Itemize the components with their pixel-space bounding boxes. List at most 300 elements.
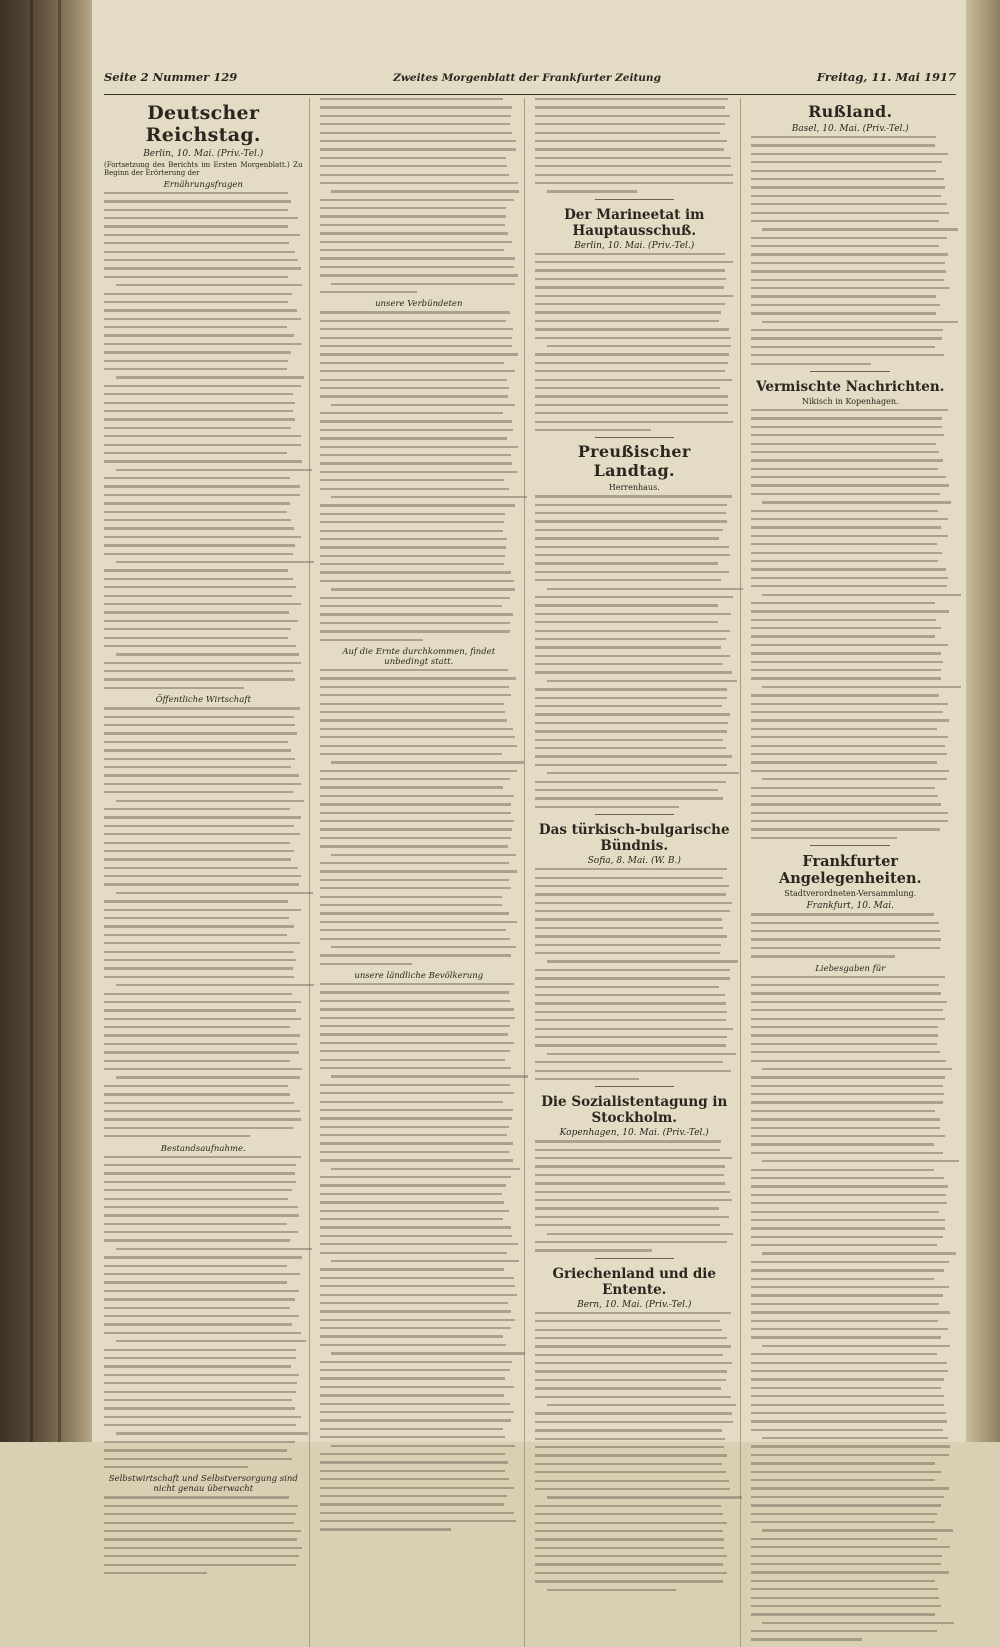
text-line xyxy=(320,912,510,914)
text-line xyxy=(320,1252,507,1254)
text-line xyxy=(104,343,302,345)
text-line xyxy=(751,1085,944,1087)
text-line xyxy=(320,395,508,397)
text-line xyxy=(104,1572,207,1574)
text-line xyxy=(320,870,518,872)
text-line xyxy=(320,1042,514,1044)
nikisch-subtitle: Nikisch in Kopenhagen. xyxy=(801,396,899,406)
text-line xyxy=(751,652,942,654)
text-line xyxy=(751,1211,940,1213)
text-line xyxy=(751,1630,937,1632)
text-line xyxy=(751,1127,941,1129)
text-line xyxy=(535,269,725,271)
text-line xyxy=(535,123,725,125)
text-line xyxy=(104,225,288,227)
text-line xyxy=(535,630,730,632)
text-line xyxy=(104,1281,287,1283)
text-line xyxy=(751,669,941,671)
text-line xyxy=(535,421,733,423)
text-line xyxy=(104,1051,299,1053)
text-line xyxy=(104,1223,287,1225)
text-line xyxy=(535,278,726,280)
text-line xyxy=(104,536,301,538)
text-line xyxy=(535,1480,729,1482)
text-line xyxy=(535,1249,652,1251)
text-line xyxy=(104,334,294,336)
text-line xyxy=(535,671,732,673)
text-line xyxy=(751,577,949,579)
text-line xyxy=(751,451,939,453)
text-line xyxy=(535,303,725,305)
text-line xyxy=(320,605,503,607)
text-line xyxy=(320,320,507,322)
text-line xyxy=(104,1172,295,1174)
divider xyxy=(595,814,674,815)
text-line xyxy=(104,1135,250,1137)
text-line xyxy=(535,927,723,929)
text-line xyxy=(104,309,297,311)
text-line xyxy=(320,622,510,624)
text-line xyxy=(320,1344,506,1346)
text-line xyxy=(751,1286,950,1288)
text-line xyxy=(751,144,935,146)
text-line xyxy=(535,935,727,937)
text-line xyxy=(535,554,730,556)
text-line xyxy=(320,1319,516,1321)
text-line xyxy=(535,286,724,288)
text-line xyxy=(104,293,292,295)
text-line xyxy=(535,1165,725,1167)
text-line xyxy=(535,1396,731,1398)
text-line xyxy=(751,1395,944,1397)
text-line xyxy=(320,711,506,713)
text-line xyxy=(104,1496,289,1498)
text-line xyxy=(104,527,294,529)
text-line xyxy=(751,795,938,797)
text-line xyxy=(320,963,412,965)
text-line xyxy=(104,678,295,680)
text-line xyxy=(104,1315,299,1317)
text-line xyxy=(320,148,516,150)
text-line xyxy=(535,1412,732,1414)
text-line xyxy=(320,770,518,772)
text-line xyxy=(535,537,719,539)
text-line xyxy=(751,526,942,528)
text-line xyxy=(104,1273,300,1275)
page-edge xyxy=(966,0,1000,1442)
text-line xyxy=(751,1328,948,1330)
text-line xyxy=(320,786,504,788)
text-line xyxy=(320,1067,512,1069)
text-line xyxy=(320,879,510,881)
text-line xyxy=(320,446,518,448)
text-line xyxy=(535,655,730,657)
text-line xyxy=(751,761,938,763)
text-line xyxy=(104,402,295,404)
text-line xyxy=(751,1060,947,1062)
text-line xyxy=(535,663,723,665)
text-line xyxy=(535,328,729,330)
text-line xyxy=(751,711,944,713)
text-line xyxy=(535,148,724,150)
text-line xyxy=(535,1421,733,1423)
text-line xyxy=(751,1496,945,1498)
text-line xyxy=(320,257,516,259)
header-publication: Zweites Morgenblatt der Frankfurter Zeitung xyxy=(393,72,661,84)
text-line xyxy=(320,182,518,184)
article-text-block xyxy=(751,976,951,1641)
text-line xyxy=(547,680,737,682)
text-line xyxy=(104,1156,301,1158)
text-line xyxy=(331,1260,518,1262)
text-line xyxy=(535,755,732,757)
text-line xyxy=(320,140,517,142)
text-line xyxy=(104,766,291,768)
text-line xyxy=(320,454,511,456)
text-line xyxy=(320,1487,514,1489)
text-line xyxy=(331,854,516,856)
text-line xyxy=(751,1538,938,1540)
text-line xyxy=(535,1538,724,1540)
text-line xyxy=(547,1589,676,1591)
text-line xyxy=(320,538,507,540)
text-line xyxy=(116,1432,308,1434)
text-line xyxy=(535,739,723,741)
text-line xyxy=(535,571,729,573)
text-line xyxy=(751,245,940,247)
stadtverordneten-subtitle: Stadtverordneten-Versammlung. xyxy=(784,889,917,899)
text-line xyxy=(320,174,510,176)
text-line xyxy=(320,1394,505,1396)
divider xyxy=(595,437,674,438)
text-line xyxy=(104,741,288,743)
text-line xyxy=(547,960,738,962)
text-line xyxy=(104,716,294,718)
text-line xyxy=(751,203,948,205)
text-line xyxy=(535,969,730,971)
text-line xyxy=(535,387,720,389)
text-line xyxy=(104,1365,291,1367)
text-line xyxy=(331,283,514,285)
text-line xyxy=(320,1302,509,1304)
article-text-block xyxy=(104,1156,303,1469)
text-line xyxy=(751,409,948,411)
text-line xyxy=(320,745,518,747)
text-line xyxy=(104,993,292,995)
text-line xyxy=(751,161,943,163)
text-line xyxy=(104,967,293,969)
text-line xyxy=(751,694,940,696)
article-text-block xyxy=(535,98,734,193)
russland-dateline: Basel, 10. Mai. (Priv.-Tel.) xyxy=(791,124,909,134)
text-line xyxy=(751,136,937,138)
article-text-block xyxy=(104,1496,303,1574)
text-line xyxy=(320,887,512,889)
text-line xyxy=(751,1244,937,1246)
text-line xyxy=(104,620,298,622)
text-line xyxy=(535,1028,733,1030)
article-text-block xyxy=(320,983,519,1531)
text-line xyxy=(320,337,512,339)
text-line xyxy=(104,1018,301,1020)
text-line xyxy=(535,613,731,615)
text-line xyxy=(104,410,293,412)
text-line xyxy=(104,485,300,487)
text-line xyxy=(331,496,527,498)
text-line xyxy=(751,1269,945,1271)
text-line xyxy=(320,207,506,209)
text-line xyxy=(751,1513,938,1515)
text-line xyxy=(320,546,506,548)
text-line xyxy=(535,362,728,364)
text-line xyxy=(104,259,298,261)
text-line xyxy=(320,1411,515,1413)
text-line xyxy=(104,1505,298,1507)
text-line xyxy=(104,1466,248,1468)
text-line xyxy=(751,1563,941,1565)
text-line xyxy=(751,1202,948,1204)
text-line xyxy=(535,1563,723,1565)
text-line xyxy=(535,1207,719,1209)
text-line xyxy=(751,1194,947,1196)
text-line xyxy=(104,1399,292,1401)
text-line xyxy=(104,875,301,877)
article-text-block xyxy=(320,311,519,641)
article-text-block xyxy=(104,192,303,689)
text-line xyxy=(535,1199,732,1201)
text-line xyxy=(320,353,518,355)
text-line xyxy=(535,1572,727,1574)
buendnis-title: Das türkisch-bulgarische Bündnis. xyxy=(538,822,730,855)
text-line xyxy=(320,1335,503,1337)
text-line xyxy=(320,820,514,822)
text-line xyxy=(751,1445,950,1447)
text-line xyxy=(535,1140,721,1142)
text-line xyxy=(751,279,944,281)
text-line xyxy=(320,613,513,615)
text-line xyxy=(104,502,290,504)
text-line xyxy=(320,311,510,313)
text-line xyxy=(535,1555,727,1557)
text-line xyxy=(331,1075,527,1077)
text-line xyxy=(751,1471,942,1473)
text-line xyxy=(535,1463,722,1465)
text-line xyxy=(320,736,515,738)
text-line xyxy=(535,697,727,699)
text-line xyxy=(320,1218,504,1220)
text-line xyxy=(751,803,942,805)
column-1 xyxy=(104,98,310,1647)
text-line xyxy=(547,1404,736,1406)
text-line xyxy=(104,1441,295,1443)
stockholm-dateline: Kopenhagen, 10. Mai. (Priv.-Tel.) xyxy=(559,1128,709,1139)
text-line xyxy=(547,1053,736,1055)
text-line xyxy=(762,778,947,780)
text-line xyxy=(320,429,513,431)
text-line xyxy=(547,772,739,774)
text-line xyxy=(751,984,940,986)
text-line xyxy=(535,806,679,808)
text-line xyxy=(762,1160,959,1162)
text-line xyxy=(751,922,940,924)
text-line xyxy=(320,686,509,688)
text-line xyxy=(535,868,727,870)
text-line xyxy=(104,1555,299,1557)
section-ernte: Auf die Ernte durchkommen, findet unbedingt statt. xyxy=(342,647,496,667)
text-line xyxy=(104,1530,301,1532)
text-line xyxy=(104,1323,292,1325)
text-line xyxy=(535,132,720,134)
text-line xyxy=(104,276,288,278)
text-line xyxy=(320,1033,509,1035)
text-line xyxy=(104,1256,302,1258)
text-line xyxy=(535,295,733,297)
divider xyxy=(595,1258,674,1259)
article-text-block xyxy=(535,868,734,1080)
text-line xyxy=(762,1252,955,1254)
text-line xyxy=(751,568,946,570)
text-line xyxy=(535,722,728,724)
text-line xyxy=(104,1231,298,1233)
text-line xyxy=(320,437,507,439)
text-line xyxy=(320,488,510,490)
text-line xyxy=(535,412,728,414)
text-line xyxy=(751,610,949,612)
text-line xyxy=(104,645,296,647)
text-line xyxy=(535,1070,731,1072)
text-line xyxy=(320,1151,510,1153)
text-line xyxy=(320,677,516,679)
text-line xyxy=(320,199,515,201)
text-line xyxy=(751,329,944,331)
text-line xyxy=(535,1522,727,1524)
text-line xyxy=(751,270,947,272)
text-line xyxy=(751,1429,944,1431)
text-line xyxy=(751,484,949,486)
text-line xyxy=(320,1126,509,1128)
text-line xyxy=(762,321,957,323)
text-line xyxy=(320,249,504,251)
text-line xyxy=(751,745,945,747)
text-line xyxy=(535,764,727,766)
text-line xyxy=(320,530,503,532)
text-line xyxy=(751,753,947,755)
text-line xyxy=(320,1210,510,1212)
text-line xyxy=(104,1513,296,1515)
text-line xyxy=(104,825,294,827)
section-oeffentliche-wirtschaft: Öffentliche Wirtschaft xyxy=(155,695,251,706)
text-line xyxy=(104,1110,300,1112)
text-line xyxy=(116,284,302,286)
text-line xyxy=(751,468,939,470)
text-line xyxy=(751,1219,945,1221)
text-line xyxy=(535,495,732,497)
text-line xyxy=(751,153,948,155)
text-line xyxy=(320,215,507,217)
russland-title: Rußland. xyxy=(808,102,893,121)
text-line xyxy=(535,157,731,159)
vermischte-title: Vermischte Nachrichten. xyxy=(756,378,945,395)
text-line xyxy=(751,552,942,554)
book-binding xyxy=(0,0,92,1442)
text-line xyxy=(320,1193,503,1195)
text-line xyxy=(320,580,514,582)
text-line xyxy=(320,1428,503,1430)
text-line xyxy=(331,1168,519,1170)
text-line xyxy=(751,1588,938,1590)
text-line xyxy=(751,518,949,520)
text-line xyxy=(104,724,295,726)
text-line xyxy=(104,662,301,664)
text-line xyxy=(762,228,957,230)
text-line xyxy=(751,1605,942,1607)
text-line xyxy=(751,602,936,604)
text-line xyxy=(104,1060,290,1062)
text-line xyxy=(104,460,302,462)
text-line xyxy=(535,546,729,548)
article-columns xyxy=(104,98,956,1495)
text-line xyxy=(535,353,729,355)
text-line xyxy=(535,1329,722,1331)
text-line xyxy=(751,728,938,730)
text-line xyxy=(751,812,948,814)
griechenland-dateline: Bern, 10. Mai. (Priv.-Tel.) xyxy=(577,1299,692,1310)
text-line xyxy=(104,707,300,709)
text-line xyxy=(320,1050,510,1052)
text-line xyxy=(104,1206,298,1208)
text-line xyxy=(331,1445,515,1447)
text-line xyxy=(104,435,301,437)
text-line xyxy=(547,1496,742,1498)
text-line xyxy=(320,639,423,641)
text-line xyxy=(751,1546,950,1548)
text-line xyxy=(320,1092,514,1094)
column-4 xyxy=(751,98,957,1647)
text-line xyxy=(320,862,509,864)
text-line xyxy=(535,1312,731,1314)
text-line xyxy=(535,902,732,904)
text-line xyxy=(751,1370,949,1372)
text-line xyxy=(535,1002,726,1004)
text-line xyxy=(751,644,948,646)
article-text-block xyxy=(320,669,519,965)
text-line xyxy=(751,1336,942,1338)
text-line xyxy=(535,1354,723,1356)
text-line xyxy=(535,646,721,648)
text-line xyxy=(104,942,300,944)
text-line xyxy=(104,326,287,328)
text-line xyxy=(320,1310,512,1312)
text-line xyxy=(535,1530,723,1532)
text-line xyxy=(535,529,723,531)
divider xyxy=(595,1086,674,1087)
text-line xyxy=(104,242,289,244)
text-line xyxy=(535,1019,726,1021)
text-line xyxy=(104,1424,296,1426)
text-line xyxy=(535,688,727,690)
text-line xyxy=(320,232,508,234)
text-line xyxy=(104,758,295,760)
text-line xyxy=(751,703,949,705)
text-line xyxy=(320,387,510,389)
text-line xyxy=(104,774,299,776)
text-line xyxy=(751,635,935,637)
text-line xyxy=(320,471,517,473)
text-line xyxy=(320,1461,508,1463)
text-line xyxy=(535,1337,727,1339)
text-line xyxy=(104,1547,302,1549)
text-line xyxy=(751,354,944,356)
